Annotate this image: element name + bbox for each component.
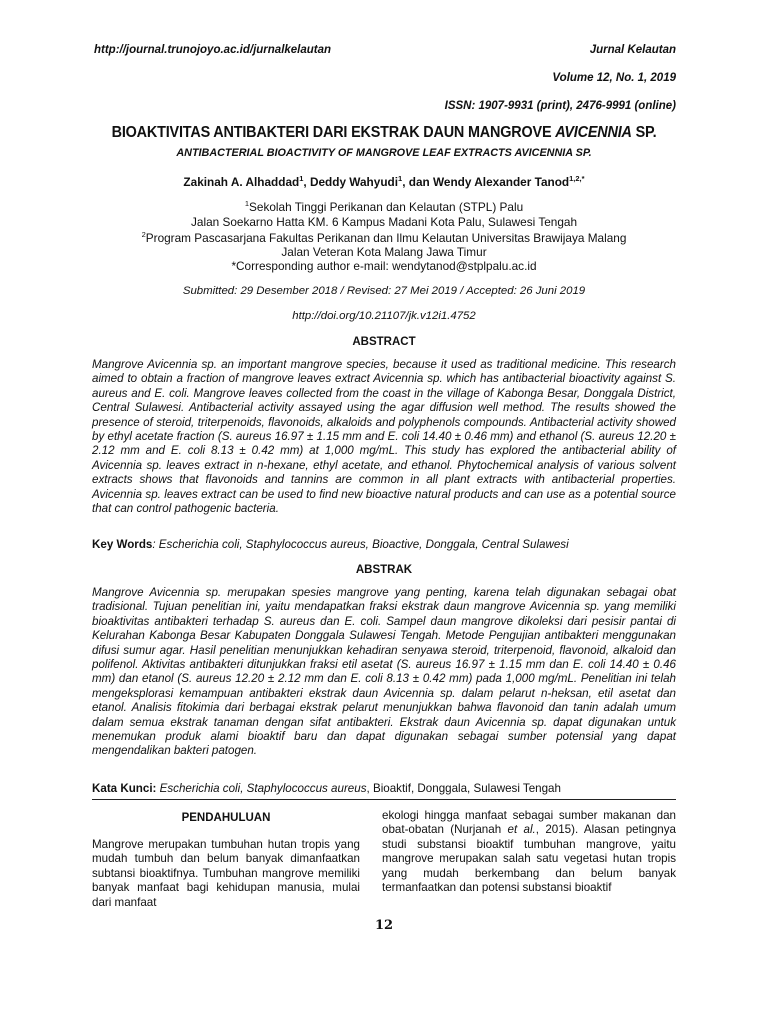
author-3: , dan Wendy Alexander Tanod [402,174,570,189]
affiliation-2 [90,230,678,245]
affiliation-2-mark: 2 [141,230,146,239]
abstrak-heading: ABSTRAK [355,564,413,576]
title-suffix: SP. [631,124,657,141]
section-divider [92,799,676,800]
affiliation-1-mark: 1 [244,199,250,208]
affiliation-1-address: Jalan Soekarno Hatta KM. 6 Kampus Madani Kota Palu, Sulawesi Tengah [190,215,578,229]
intro-heading: PENDAHULUAN [181,812,271,824]
journal-name: Jurnal Kelautan [589,44,676,56]
key-words-label: Key Words [92,538,153,551]
paper-title-english: ANTIBACTERIAL BIOACTIVITY OF MANGROVE LEAF EXTRACTS AVICENNIA SP. [176,147,592,159]
kata-kunci-rest: , Bioaktif, Donggala, Sulawesi Tengah [366,782,561,795]
affiliation-1 [90,199,678,214]
journal-issn: ISSN: 1907-9931 (print), 2476-9991 (online) [444,100,676,112]
journal-url[interactable]: http://journal.trunojoyo.ac.id/jurnalkelautan [94,44,332,56]
intro-right-column [382,809,676,895]
corresponding-author: *Corresponding author e-mail: wendytanod@stplpalu.ac.id [231,259,537,273]
kata-kunci-label: Kata Kunci: [92,782,157,795]
intro-right-italic: et al. [507,823,536,837]
abstrak-text: Mangrove Avicennia sp. merupakan spesies mangrove yang penting, karena telah digunakan sebagai obat tradisional. Tujuan penelitian ini, yaitu mendapatkan fraksi ekstrak daun mangrove Avicennia sp. yang memiliki bioaktivitas antibakteri terhadap S. aureus dan E. coli. Sampel daun mangrove dikoleksi dari pesisir pantai di Kelurahan Kabonga Besar Kabupaten Donggala Sulawesi Tengah. Metode Pengujian antibakteri menggunakan difusi sumur agar. Hasil penelitian menunjukkan kehadiran senyawa steroid, triterpenoid, flavonoid, alkaloid dan polifenol. Aktivitas antibakteri ditunjukkan fraksi etil asetat (S. aureus 16.97 ± 1.15 mm dan E. coli 14.40 ± 0.46 mm) dan etanol (S. aureus 12.20 ± 2.12 mm dan E. coli 8.13 ± 0.42 mm) pada 1,000 mg/mL. Penelitian ini telah mengeksplorasi kemampuan antibakteri ekstrak daun Avicennia sp. dalam pelarut n-heksan, etil asetat dan etanol. Analisis fitokimia dari berbagai ekstrak pelarut menunjukkan bahwa flavonoid dan tanin adalah umum dalam semua ekstrak tanaman dengan sifat antibakteri. Ekstrak daun Avicennia sp. dapat digunakan untuk menemukan produk alami bioaktif baru dan dapat digunakan sebagai sumber potensial yang dapat mengendalikan bakteri patogen. [92,586,676,758]
kata-kunci-italic: Escherichia coli, Staphylococcus aureus [156,782,367,795]
affiliation-2-address: Jalan Veteran Kota Malang Jawa Timur [281,245,487,259]
intro-right-text-1: ekologi hingga manfaat sebagai sumber makanan dan obat-obatan (Nurjanah [382,809,676,837]
journal-volume: Volume 12, No. 1, 2019 [552,72,676,84]
author-3-affil: 1,2,* [569,174,585,183]
author-1: Zakinah A. Alhaddad [183,174,300,189]
affiliation-1-text: Sekolah Tinggi Perikanan dan Kelautan (STPL) Palu [249,199,524,214]
abstract-heading: ABSTRACT [352,336,416,348]
author-1-affil: 1 [299,174,304,183]
key-words [92,538,676,552]
kata-kunci [92,782,676,796]
key-words-text: : Escherichia coli, Staphylococcus aureus, Bioactive, Donggala, Central Sulawesi [152,538,569,551]
paper-title [111,124,658,142]
author-list [90,174,678,189]
intro-left-column: Mangrove merupakan tumbuhan hutan tropis yang mudah tumbuh dan belum banyak dimanfaatkan subtansi bioaktifnya. Tumbuhan mangrove memiliki banyak manfaat bagi kehidupan manusia, mulai dari manfaat [92,838,360,909]
abstract-text: Mangrove Avicennia sp. an important mangrove species, because it used as traditional medicine. This research aimed to obtain a fraction of mangrove leaves extract Avicennia sp. which has antibacterial bioactivity against S. aureus and E. coli. Mangrove leaves collected from the coast in the village of Kabonga Besar, Donggala District, Central Sulawesi. Antibacterial activity assayed using the agar diffusion well method. The results showed the presence of steroid, triterpenoids, flavonoids, alkaloids and polyphenols compounds. Antibacterial activity showed by ethyl acetate fraction (S. aureus 16.97 ± 1.15 mm and E. coli 14.40 ± 0.46 mm) and ethanol (S. aureus 12.20 ± 2.12 mm and E. coli 8.13 ± 0.42 mm) at 1,000 mg/mL. This study has explored the antibacterial ability of Avicennia sp. leaves extract in n-hexane, ethyl acetate, and ethanol. Phytochemical analysis of various solvent extracts shows that flavonoids and tannins are common in all plant extracts with antibacterial properties. Avicennia sp. leaves extract can be used to find new bioactive natural products and can use as a potential source that can control pathogenic bacteria. [92,358,676,516]
affiliation-2-text: Program Pascasarjana Fakultas Perikanan dan Ilmu Kelautan Universitas Brawijaya Malang [145,230,627,245]
page-number: 12 [374,918,394,933]
submission-dates: Submitted: 29 Desember 2018 / Revised: 27 Mei 2019 / Accepted: 26 Juni 2019 [182,285,586,297]
title-prefix: BIOAKTIVITAS ANTIBAKTERI DARI EKSTRAK DAUN MANGROVE [111,124,556,141]
author-2-affil: 1 [398,174,403,183]
title-genus: AVICENNIA [555,124,632,141]
doi-link[interactable]: http://doi.org/10.21107/jk.v12i1.4752 [292,310,476,322]
intro-right-text-2: , 2015). Alasan petingnya studi substansi bioaktif tumbuhan mangrove, yaitu mangrove merupakan salah satu vegetasi hutan tropis yang mudah berkembang dan belum banyak termanfaatkan dan potensi substansi bioaktif [382,823,676,895]
author-2: , Deddy Wahyudi [303,174,399,189]
